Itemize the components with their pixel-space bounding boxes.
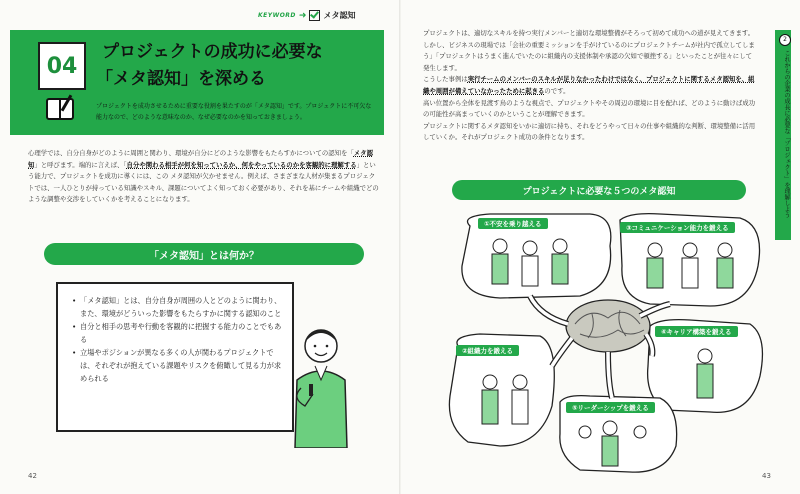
summary-item: • 「メタ認知」とは、自分自身が周囲の人とどのように関わり、また、環境がどういった影響をもたらすかに関する認知のこと: [72, 294, 282, 320]
diagram-label: ①不安を乗り越える: [478, 218, 548, 229]
checkbox-icon: [309, 10, 320, 21]
page-gutter: [399, 0, 401, 494]
body-text: 」と呼びます。端的に言えば、「: [34, 160, 127, 169]
keyword-tag: [258, 10, 355, 21]
chapter-title: これからの企業の成長に必要な「プロジェクト」を理解しよう: [783, 50, 790, 218]
body-text: 心理学では、自分自身がどのように周囲と関わり、環境が自分にどのような影響をもたらすかについての認知を「: [28, 149, 354, 157]
diagram-label: ②組織力を鍛える: [456, 345, 519, 356]
body-text: のです。: [544, 86, 570, 95]
body-text: 高い位置から全体を見渡す鳥のような視点で、プロジェクトやその周辺の環境に目を配れば、どのように動けば成功の可能性が高まっていくのかということが理解できます。: [423, 98, 756, 119]
right-body-text: [423, 28, 758, 144]
body-text: プロジェクトは、適切なスキルを持つ実行メンバーと適切な環境整備がそろって初めて成功への道が見えてきます。しかし、ビジネスの現場では「会社の重要ミッションを手がけているのにプロジェクトチームが社内で孤立してしまう」「プロジェクトはうまく進んでいたのに組織内の支援体制や承認の欠如で頓挫する」といったことが往々にして発生します。: [423, 29, 755, 72]
page-number-right: 43: [762, 472, 771, 480]
keyword-term: メタ認知: [323, 11, 356, 20]
diagram-label: ③コミュニケーション能力を鍛える: [620, 222, 735, 233]
body-text: こうした事例は: [423, 75, 468, 84]
chapter-number: 2: [779, 34, 791, 46]
arrow-icon: ➜: [298, 10, 307, 21]
meta-cognition-diagram: [440, 206, 770, 478]
highlight-text: メタ認知: [28, 149, 373, 169]
page-number-left: 42: [28, 472, 37, 480]
body-text: 」という能力で、プロジェクトを成功に導くには、この メタ認知が欠かせません。例えば、さまざまな人材が集まるプロジェクトでは、一人ひとりが持っている知識やスキル、課題についてよく知っておく必要があり、それを基にチームや組織でどのような調整や交渉をしていくかを考えることになります。: [28, 160, 379, 204]
chapter-side-tab: [775, 30, 791, 240]
diagram-label: ④キャリア構築を鍛える: [655, 326, 738, 337]
summary-item: • 自分と相手の思考や行動を客観的に把握する能力のことでもある: [72, 320, 282, 346]
section-heading-left: 「メタ認知」とは何か？: [44, 243, 364, 265]
page-title-line1: プロジェクトの成功に必要な: [102, 42, 323, 62]
lead-text: プロジェクトを成功させるために重要な役割を果たすのが「メタ認知」です。プロジェクトに不可欠な能力なので、どのような意味なのか、なぜ必要なのかを知っておきましょう。: [96, 103, 372, 121]
section-heading-right: プロジェクトに必要な５つのメタ認知: [452, 180, 746, 200]
section-number: 04: [38, 42, 86, 90]
highlight-text: 自分や関わる相手が何を知っているか、何をやっているのかを客観的に理解する: [126, 160, 357, 169]
diagram-label: ⑤リーダーシップを鍛える: [566, 402, 655, 413]
page-title-line2: 「メタ認知」を深める: [96, 69, 266, 89]
highlight-text: 実行チームのメンバーのスキルが足りなかったわけではなく、プロジェクトに関するメタ認知を、組織や周囲が備えていなかったために起きる: [423, 75, 755, 95]
body-text: プロジェクトに関するメタ認知をいかに適切に持ち、それをどうやって日々の仕事や組織的な判断、環境整備に活用していくか。それがプロジェクト成功の条件となります。: [423, 121, 756, 142]
keyword-label: KEYWORD: [258, 12, 296, 19]
notebook-icon: [46, 98, 74, 120]
summary-box: [56, 282, 294, 432]
presenter-illustration: [283, 318, 363, 448]
summary-item: • 立場やポジションが異なる多くの人が関わるプロジェクトでは、それぞれが抱えている課題やリスクを俯瞰して見る力が求められる: [72, 346, 282, 385]
left-body-text: [28, 148, 380, 206]
